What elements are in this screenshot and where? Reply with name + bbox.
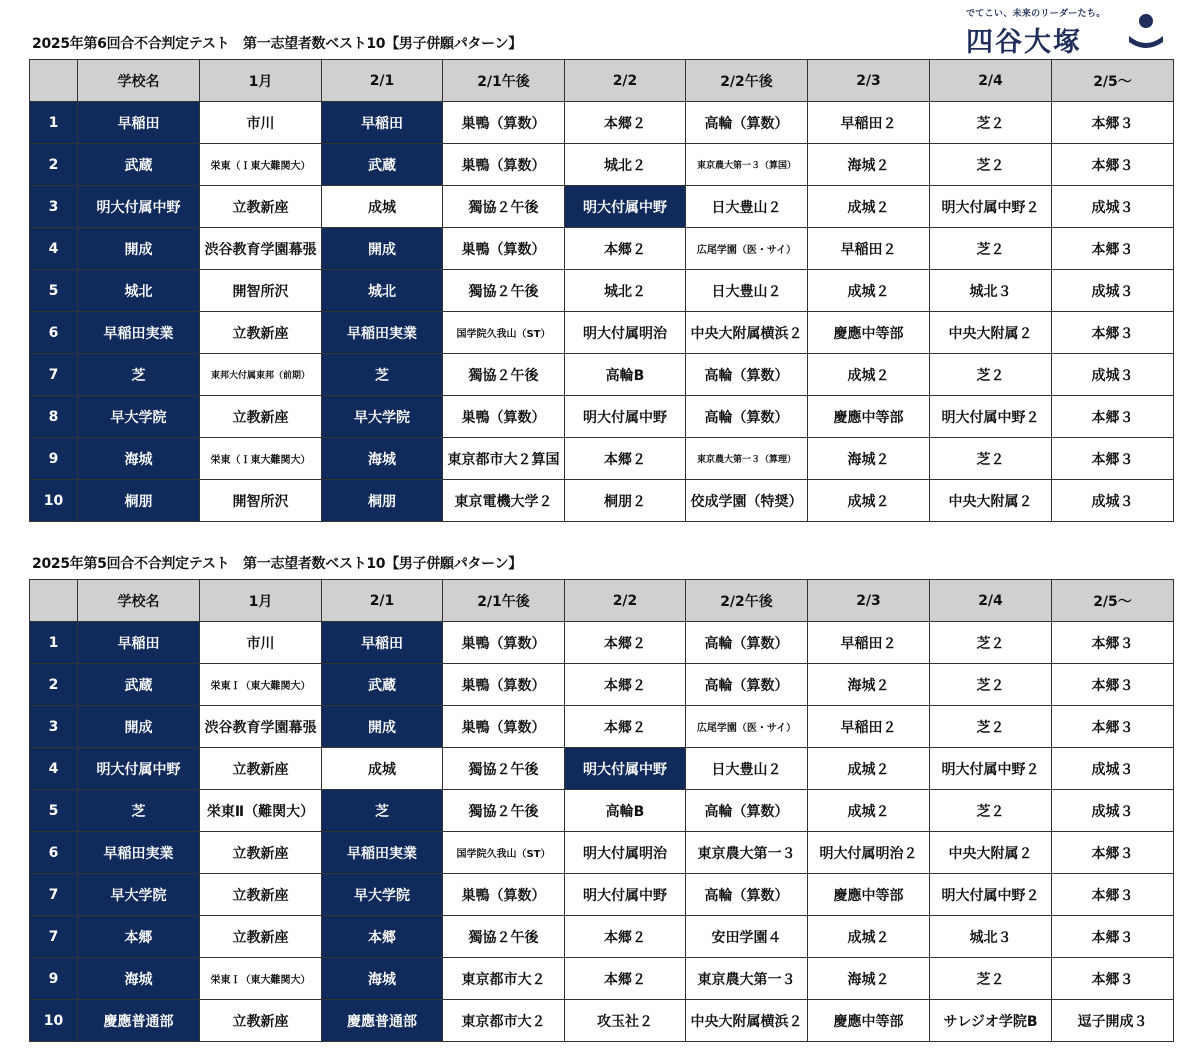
column-header: 2/2 [565, 580, 686, 622]
school-cell: 高輪（算数） [686, 396, 808, 438]
rank-cell: 2 [30, 664, 78, 706]
school-cell: 海城２ [808, 144, 930, 186]
school-cell: 東邦大付属東邦（前期） [200, 354, 322, 396]
school-cell: 高輪B [565, 790, 686, 832]
school-cell: 巣鴨（算数） [443, 874, 565, 916]
column-header: 2/4 [930, 60, 1052, 102]
rank-cell: 4 [30, 228, 78, 270]
school-cell: 東京都市大２ [443, 1000, 565, 1042]
school-cell: 明大付属明治 [565, 832, 686, 874]
school-cell: 本郷３ [1052, 438, 1174, 480]
school-cell: 早稲田 [322, 102, 443, 144]
school-cell: 早大学院 [322, 396, 443, 438]
school-cell: 明大付属明治 [565, 312, 686, 354]
column-header: 2/1午後 [443, 580, 565, 622]
school-cell: 明大付属中野 [565, 748, 686, 790]
school-cell: 攻玉社２ [565, 1000, 686, 1042]
school-cell: 成城３ [1052, 748, 1174, 790]
school-cell: 巣鴨（算数） [443, 622, 565, 664]
school-cell: 慶應中等部 [808, 312, 930, 354]
school-cell: 本郷２ [565, 438, 686, 480]
header-row [30, 580, 1174, 622]
school-cell: 成城３ [1052, 270, 1174, 312]
school-cell: 中央大附属２ [930, 480, 1052, 522]
rank-cell: 5 [30, 270, 78, 312]
school-cell: 開成 [78, 228, 200, 270]
table-row [30, 748, 1174, 790]
school-cell: 市川 [200, 622, 322, 664]
school-cell: 栄東（Ｉ東大難関大） [200, 438, 322, 480]
school-cell: 逗子開成３ [1052, 1000, 1174, 1042]
school-cell: 武蔵 [78, 664, 200, 706]
school-cell: 本郷２ [565, 228, 686, 270]
school-cell: 明大付属中野 [78, 186, 200, 228]
school-cell: 芝 [78, 354, 200, 396]
school-cell: 高輪B [565, 354, 686, 396]
ranking-table-6th [29, 59, 1174, 522]
column-header: 2/5～ [1052, 60, 1174, 102]
school-cell: 成城２ [808, 748, 930, 790]
logo-name: 四谷大塚 [966, 27, 1082, 58]
column-header: 2/3 [808, 60, 930, 102]
school-cell: 巣鴨（算数） [443, 144, 565, 186]
school-cell: 中央大附属横浜２ [686, 312, 808, 354]
logo-tagline: でてこい、未来のリーダーたち。 [966, 9, 1106, 19]
school-cell: 成城３ [1052, 480, 1174, 522]
school-cell: 海城２ [808, 958, 930, 1000]
school-cell: 本郷３ [1052, 916, 1174, 958]
table-row [30, 706, 1174, 748]
school-cell: 巣鴨（算数） [443, 228, 565, 270]
school-cell: 東京都市大２算国 [443, 438, 565, 480]
table-row [30, 396, 1174, 438]
school-cell: 本郷２ [565, 916, 686, 958]
school-cell: 巣鴨（算数） [443, 664, 565, 706]
ranking-table-5th [29, 579, 1174, 1042]
school-cell: 明大付属中野 [565, 396, 686, 438]
school-cell: 海城 [322, 438, 443, 480]
school-cell: 本郷３ [1052, 832, 1174, 874]
school-cell: 城北３ [930, 916, 1052, 958]
school-cell: 獨協２午後 [443, 916, 565, 958]
school-cell: 高輪（算数） [686, 102, 808, 144]
table-row [30, 1000, 1174, 1042]
table-row [30, 228, 1174, 270]
school-cell: 栄東Ｉ（東大難関大） [200, 958, 322, 1000]
school-cell: 明大付属中野 [565, 874, 686, 916]
school-cell: 慶應中等部 [808, 396, 930, 438]
rank-cell: 7 [30, 874, 78, 916]
column-header: 2/4 [930, 580, 1052, 622]
school-cell: 巣鴨（算数） [443, 706, 565, 748]
school-cell: 早稲田実業 [322, 312, 443, 354]
school-cell: 早大学院 [322, 874, 443, 916]
school-cell: 成城３ [1052, 354, 1174, 396]
column-header: 2/2午後 [686, 60, 808, 102]
school-cell: 早稲田２ [808, 706, 930, 748]
school-cell: 芝２ [930, 144, 1052, 186]
school-cell: 東京電機大学２ [443, 480, 565, 522]
school-cell: 海城 [322, 958, 443, 1000]
column-header: 2/1 [322, 60, 443, 102]
column-header: 2/1 [322, 580, 443, 622]
school-cell: 日大豊山２ [686, 270, 808, 312]
school-cell: 成城 [322, 186, 443, 228]
school-cell: 成城 [322, 748, 443, 790]
table-row [30, 958, 1174, 1000]
school-cell: 城北３ [930, 270, 1052, 312]
school-cell: 東京農大第一３ [686, 832, 808, 874]
school-cell: 芝２ [930, 228, 1052, 270]
school-cell: 本郷２ [565, 622, 686, 664]
school-cell: 芝 [322, 354, 443, 396]
school-cell: 早稲田実業 [78, 312, 200, 354]
school-cell: 明大付属中野 [565, 186, 686, 228]
school-cell: 開智所沢 [200, 270, 322, 312]
school-cell: 成城２ [808, 354, 930, 396]
school-cell: 本郷 [78, 916, 200, 958]
school-cell: 立教新座 [200, 1000, 322, 1042]
school-cell: 立教新座 [200, 748, 322, 790]
school-cell: 芝２ [930, 622, 1052, 664]
school-cell: 海城２ [808, 664, 930, 706]
table-row [30, 270, 1174, 312]
school-cell: 立教新座 [200, 312, 322, 354]
school-cell: 高輪（算数） [686, 790, 808, 832]
table-row [30, 102, 1174, 144]
rank-cell: 6 [30, 832, 78, 874]
school-cell: 慶應中等部 [808, 874, 930, 916]
rank-cell: 5 [30, 790, 78, 832]
school-cell: 城北 [78, 270, 200, 312]
school-cell: 本郷３ [1052, 664, 1174, 706]
school-cell: 慶應普通部 [322, 1000, 443, 1042]
school-cell: 本郷３ [1052, 874, 1174, 916]
school-cell: 明大付属明治２ [808, 832, 930, 874]
school-cell: 本郷３ [1052, 622, 1174, 664]
school-cell: 成城２ [808, 790, 930, 832]
column-header: 2/2午後 [686, 580, 808, 622]
school-cell: 桐朋 [322, 480, 443, 522]
school-cell: 芝２ [930, 354, 1052, 396]
school-cell: 武蔵 [322, 144, 443, 186]
school-cell: 成城２ [808, 480, 930, 522]
logo-mark-icon [1126, 10, 1166, 50]
rank-cell: 7 [30, 916, 78, 958]
school-cell: 佼成学園（特奨） [686, 480, 808, 522]
school-cell: 明大付属中野 [78, 748, 200, 790]
school-cell: 中央大附属２ [930, 312, 1052, 354]
school-cell: 城北 [322, 270, 443, 312]
school-cell: 早稲田２ [808, 622, 930, 664]
school-cell: 成城２ [808, 270, 930, 312]
school-cell: 本郷 [322, 916, 443, 958]
school-cell: 明大付属中野２ [930, 874, 1052, 916]
school-cell: 海城 [78, 958, 200, 1000]
school-cell: 開成 [322, 706, 443, 748]
school-cell: 日大豊山２ [686, 186, 808, 228]
school-cell: 巣鴨（算数） [443, 102, 565, 144]
school-cell: 本郷３ [1052, 144, 1174, 186]
school-cell: 高輪（算数） [686, 354, 808, 396]
school-cell: 慶應普通部 [78, 1000, 200, 1042]
school-cell: 安田学園４ [686, 916, 808, 958]
table-row [30, 312, 1174, 354]
school-cell: 東京農大第一３（算理） [686, 438, 808, 480]
table-row [30, 916, 1174, 958]
rank-cell: 9 [30, 438, 78, 480]
column-header: 2/5～ [1052, 580, 1174, 622]
school-cell: 桐朋 [78, 480, 200, 522]
school-cell: 立教新座 [200, 186, 322, 228]
school-cell: 獨協２午後 [443, 354, 565, 396]
school-cell: 明大付属中野２ [930, 186, 1052, 228]
school-cell: 本郷２ [565, 958, 686, 1000]
school-cell: 渋谷教育学園幕張 [200, 228, 322, 270]
school-cell: 高輪（算数） [686, 664, 808, 706]
school-cell: 本郷３ [1052, 706, 1174, 748]
rank-cell: 7 [30, 354, 78, 396]
table-row [30, 354, 1174, 396]
school-cell: 武蔵 [322, 664, 443, 706]
school-cell: 渋谷教育学園幕張 [200, 706, 322, 748]
school-cell: 日大豊山２ [686, 748, 808, 790]
school-cell: 本郷２ [565, 706, 686, 748]
school-cell: 早稲田実業 [78, 832, 200, 874]
school-cell: 芝２ [930, 102, 1052, 144]
school-cell: 獨協２午後 [443, 790, 565, 832]
school-cell: 明大付属中野２ [930, 396, 1052, 438]
rank-cell: 2 [30, 144, 78, 186]
table-row [30, 480, 1174, 522]
rank-cell: 4 [30, 748, 78, 790]
school-cell: 成城３ [1052, 186, 1174, 228]
school-cell: 東京農大第一３ [686, 958, 808, 1000]
column-header: 2/1午後 [443, 60, 565, 102]
school-cell: 国学院久我山（ST） [443, 312, 565, 354]
school-cell: 早大学院 [78, 396, 200, 438]
rank-cell: 6 [30, 312, 78, 354]
school-cell: 早稲田実業 [322, 832, 443, 874]
school-cell: 広尾学園（医・サイ） [686, 706, 808, 748]
school-cell: 開智所沢 [200, 480, 322, 522]
school-cell: 栄東Ⅱ（難関大） [200, 790, 322, 832]
school-cell: 明大付属中野２ [930, 748, 1052, 790]
school-cell: 早稲田２ [808, 228, 930, 270]
table-row [30, 622, 1174, 664]
school-cell: 中央大附属２ [930, 832, 1052, 874]
school-cell: 海城 [78, 438, 200, 480]
school-cell: 早稲田２ [808, 102, 930, 144]
table-row [30, 438, 1174, 480]
column-header: 2/2 [565, 60, 686, 102]
school-cell: 国学院久我山（ST） [443, 832, 565, 874]
school-cell: 立教新座 [200, 832, 322, 874]
school-cell: 立教新座 [200, 916, 322, 958]
school-cell: サレジオ学院B [930, 1000, 1052, 1042]
school-cell: 芝２ [930, 790, 1052, 832]
school-cell: 獨協２午後 [443, 748, 565, 790]
school-cell: 開成 [78, 706, 200, 748]
column-header: 学校名 [78, 60, 200, 102]
rank-cell: 8 [30, 396, 78, 438]
school-cell: 武蔵 [78, 144, 200, 186]
school-cell: 本郷２ [565, 102, 686, 144]
rank-cell: 10 [30, 1000, 78, 1042]
column-header: 2/3 [808, 580, 930, 622]
school-cell: 栄東Ｉ（東大難関大） [200, 664, 322, 706]
school-cell: 城北２ [565, 144, 686, 186]
rank-cell: 1 [30, 102, 78, 144]
school-cell: 獨協２午後 [443, 270, 565, 312]
column-header: 学校名 [78, 580, 200, 622]
header-row [30, 60, 1174, 102]
table-row [30, 144, 1174, 186]
school-cell: 本郷３ [1052, 228, 1174, 270]
column-header [30, 60, 78, 102]
school-cell: 成城３ [1052, 790, 1174, 832]
school-cell: 高輪（算数） [686, 874, 808, 916]
column-header: 1月 [200, 580, 322, 622]
school-cell: 芝２ [930, 706, 1052, 748]
school-cell: 立教新座 [200, 396, 322, 438]
school-cell: 栄東（Ｉ東大難関大） [200, 144, 322, 186]
school-cell: 広尾学園（医・サイ） [686, 228, 808, 270]
school-cell: 獨協２午後 [443, 186, 565, 228]
rank-cell: 3 [30, 706, 78, 748]
school-cell: 桐朋２ [565, 480, 686, 522]
school-cell: 本郷３ [1052, 312, 1174, 354]
rank-cell: 1 [30, 622, 78, 664]
table-row [30, 790, 1174, 832]
school-cell: 芝２ [930, 664, 1052, 706]
school-cell: 市川 [200, 102, 322, 144]
school-cell: 海城２ [808, 438, 930, 480]
column-header: 1月 [200, 60, 322, 102]
table-row [30, 186, 1174, 228]
school-cell: 早大学院 [78, 874, 200, 916]
school-cell: 芝 [322, 790, 443, 832]
school-cell: 本郷３ [1052, 396, 1174, 438]
school-cell: 成城２ [808, 916, 930, 958]
rank-cell: 9 [30, 958, 78, 1000]
yotsuya-otsuka-logo [966, 6, 1166, 58]
school-cell: 高輪（算数） [686, 622, 808, 664]
school-cell: 芝２ [930, 958, 1052, 1000]
school-cell: 城北２ [565, 270, 686, 312]
rank-cell: 10 [30, 480, 78, 522]
school-cell: 本郷２ [565, 664, 686, 706]
school-cell: 中央大附属横浜２ [686, 1000, 808, 1042]
school-cell: 芝２ [930, 438, 1052, 480]
school-cell: 早稲田 [78, 102, 200, 144]
school-cell: 東京農大第一３（算国） [686, 144, 808, 186]
school-cell: 巣鴨（算数） [443, 396, 565, 438]
school-cell: 本郷３ [1052, 958, 1174, 1000]
school-cell: 開成 [322, 228, 443, 270]
table-row [30, 832, 1174, 874]
school-cell: 東京都市大２ [443, 958, 565, 1000]
school-cell: 立教新座 [200, 874, 322, 916]
table-title: 2025年第6回合不合判定テスト 第一志望者数ベスト10【男子併願パターン】 [32, 36, 522, 52]
school-cell: 芝 [78, 790, 200, 832]
table-title: 2025年第5回合不合判定テスト 第一志望者数ベスト10【男子併願パターン】 [32, 556, 522, 572]
school-cell: 早稲田 [78, 622, 200, 664]
table-row [30, 664, 1174, 706]
table-row [30, 874, 1174, 916]
school-cell: 慶應中等部 [808, 1000, 930, 1042]
school-cell: 成城２ [808, 186, 930, 228]
school-cell: 早稲田 [322, 622, 443, 664]
rank-cell: 3 [30, 186, 78, 228]
column-header [30, 580, 78, 622]
school-cell: 本郷３ [1052, 102, 1174, 144]
